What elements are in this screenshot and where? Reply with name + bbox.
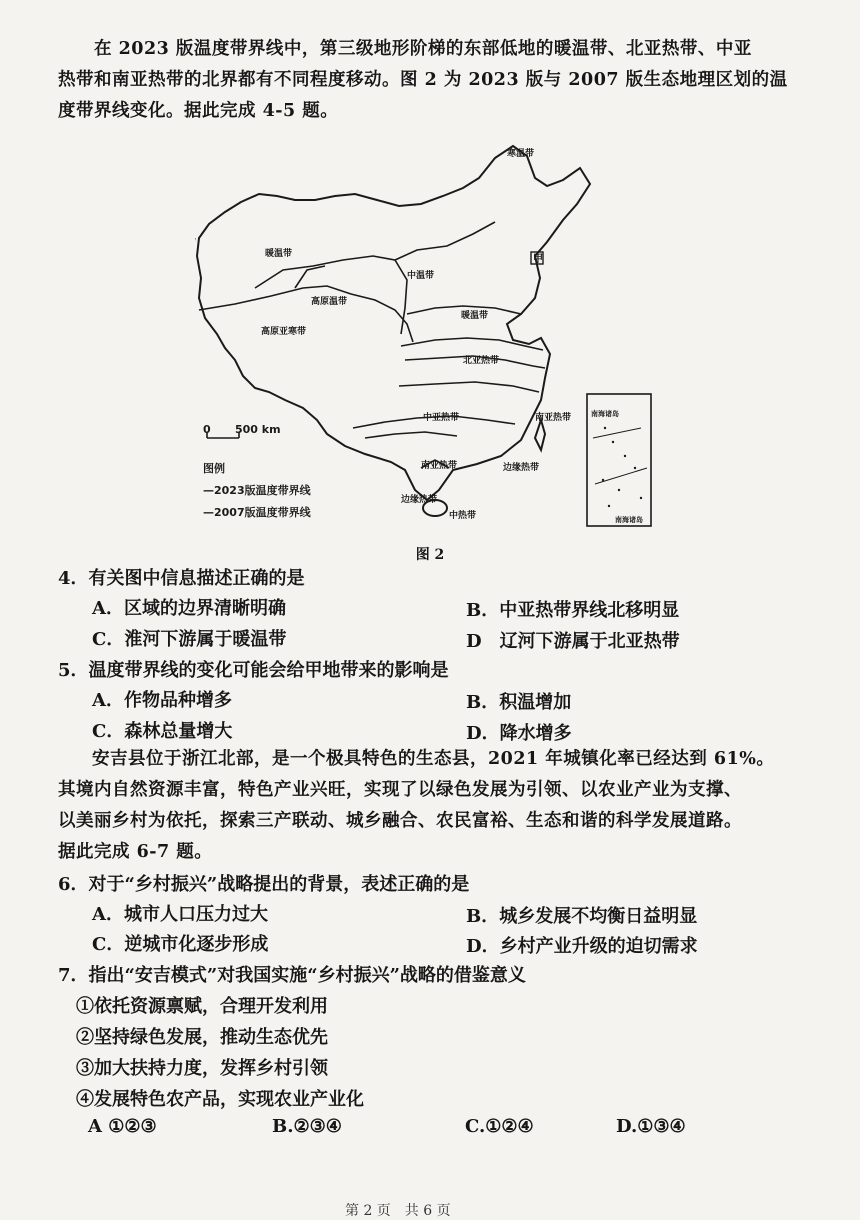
- label-beiya: 北亚热带: [463, 356, 500, 366]
- q5-stem: 5．温度带界线的变化可能会给甲地带来的影响是: [58, 660, 449, 681]
- q6-stem: 6．对于“乡村振兴”战略提出的背景，表述正确的是: [58, 874, 470, 895]
- china-outline: [197, 146, 590, 500]
- q6-option-a: A．城市人口压力过大: [92, 904, 268, 925]
- legend-2007: —2007版温度带界线: [203, 506, 311, 519]
- scale-value: 500 km: [235, 423, 281, 436]
- temperature-zone-map: [195, 138, 665, 533]
- inset-label-bottom: 南海诸岛: [615, 516, 643, 524]
- intro-line-1: 在 2023 版温度带界线中，第三级地形阶梯的东部低地的暖温带、北亚热带、中亚: [94, 39, 752, 59]
- figure-caption: 图 2: [415, 547, 445, 563]
- intro-line-2: 热带和南亚热带的北界都有不同程度移动。图 2 为 2023 版与 2007 版生态地理区划的温: [58, 70, 788, 90]
- q7-item-4: ④发展特色农产品，实现农业产业化: [76, 1089, 364, 1110]
- scale-zero: 0: [203, 423, 211, 436]
- label-hanwen: 寒温带: [507, 149, 535, 159]
- label-nuanwen-west: 暖温带: [265, 249, 293, 259]
- passage-line-2: 其境内自然资源丰富，特色产业兴旺，实现了以绿色发展为引领、以农业产业为支撑、: [58, 780, 742, 800]
- label-zhongwen: 中温带: [407, 271, 435, 281]
- q7-option-c: C.①②④: [465, 1116, 534, 1137]
- passage-line-4: 据此完成 6-7 题。: [58, 842, 213, 862]
- passage-anji: [58, 744, 778, 868]
- q4-stem: 4．有关图中信息描述正确的是: [58, 568, 305, 589]
- q7-item-3: ③加大扶持力度，发挥乡村引领: [76, 1058, 328, 1079]
- q7-option-b: B.②③④: [272, 1116, 342, 1137]
- q7-option-a: A ①②③: [88, 1116, 157, 1137]
- label-gaoyuan-wen: 高原温带: [311, 297, 348, 307]
- q7-item-2: ②坚持绿色发展，推动生态优先: [76, 1027, 328, 1048]
- legend-title: 图例: [203, 462, 225, 475]
- q4-option-a: A．区域的边界清晰明确: [92, 598, 286, 619]
- label-nuanwen-east: 暖温带: [461, 311, 489, 321]
- intro-paragraph: [58, 34, 788, 127]
- label-zhongya: 中亚热带: [423, 413, 460, 423]
- label-nanya-east: 南亚热带: [535, 413, 572, 423]
- q5-option-c: C．森林总量增大: [92, 721, 233, 742]
- passage-line-3: 以美丽乡村为依托，探索三产联动、城乡融合、农民富裕、生态和谐的科学发展道路。: [58, 811, 742, 831]
- label-bianre-east: 边缘热带: [503, 463, 540, 473]
- label-jia: 甲: [533, 254, 543, 265]
- label-gaoyuan-ya: 高原亚寒带: [261, 327, 307, 337]
- label-nanya-south: 南亚热带: [421, 461, 458, 471]
- q4-option-d: D 辽河下游属于北亚热带: [466, 631, 680, 652]
- legend-2023: —2023版温度带界线: [203, 484, 311, 497]
- q4-option-c: C．淮河下游属于暖温带: [92, 629, 287, 650]
- q7-item-1: ①依托资源禀赋，合理开发利用: [76, 996, 328, 1017]
- q7-option-d: D.①③④: [616, 1116, 686, 1137]
- q7-stem: 7．指出“安吉模式”对我国实施“乡村振兴”战略的借鉴意义: [58, 965, 526, 986]
- q5-option-d: D．降水增多: [466, 723, 572, 744]
- q6-option-b: B．城乡发展不均衡日益明显: [466, 906, 698, 927]
- label-zhongre: 中热带: [449, 511, 477, 521]
- intro-line-3: 度带界线变化。据此完成 4-5 题。: [58, 101, 339, 121]
- q5-option-b: B．积温增加: [466, 692, 572, 713]
- page-footer: 第 2 页 共 6 页: [345, 1203, 451, 1219]
- map-legend: [203, 461, 312, 519]
- q6-option-d: D．乡村产业升级的迫切需求: [466, 936, 698, 957]
- q5-option-a: A．作物品种增多: [92, 690, 232, 711]
- label-bianre-west: 边缘热带: [401, 495, 438, 505]
- q6-option-c: C．逆城市化逐步形成: [92, 934, 269, 955]
- passage-line-1: 安吉县位于浙江北部，是一个极具特色的生态县，2021 年城镇化率已经达到 61%。: [92, 749, 775, 769]
- inset-label-top: 南海诸岛: [591, 410, 619, 418]
- q4-option-b: B．中亚热带界线北移明显: [466, 600, 680, 621]
- scale-bar: [203, 423, 281, 438]
